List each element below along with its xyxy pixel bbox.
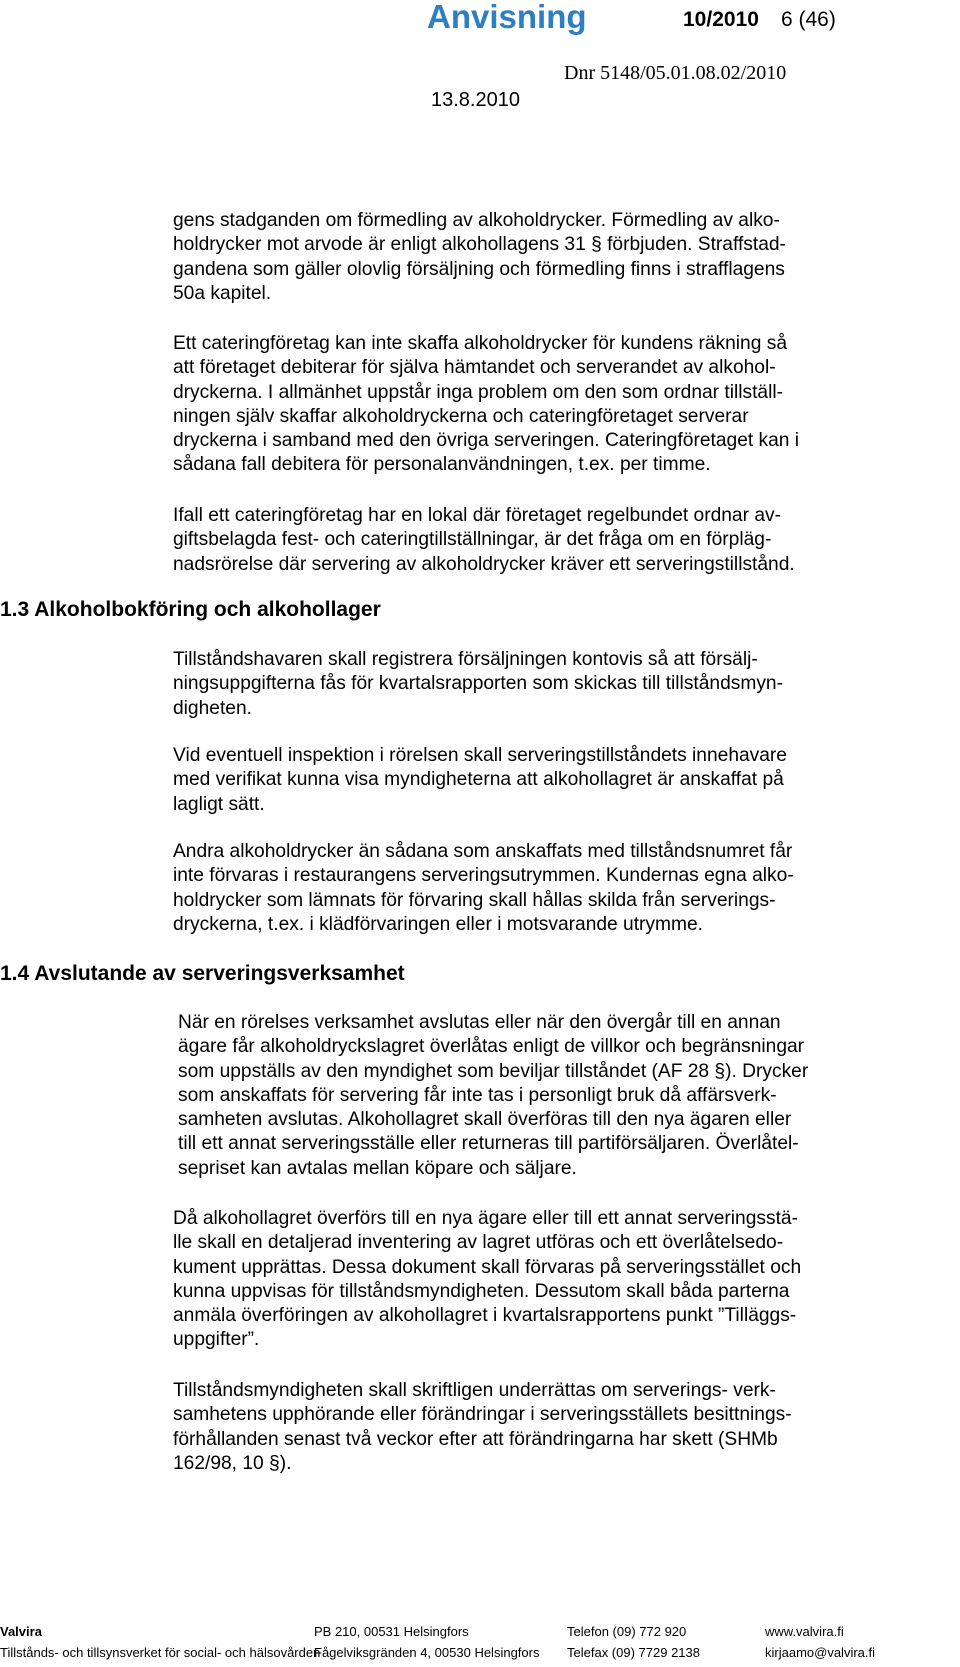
issue-number: 10/2010: [683, 8, 759, 31]
paragraph-line: holdrycker som lämnats för förvaring skall hållas skilda från serverings-: [173, 889, 776, 911]
paragraph-5: [173, 744, 913, 817]
paragraph-line: lle skall en detaljerad inventering av lagret utföras och ett överlåtelsedo-: [173, 1232, 784, 1254]
paragraph-line: som anskaffats för servering får inte tas i personligt bruk då affärsverk-: [178, 1084, 777, 1106]
paragraph-line: Tillståndshavaren skall registrera försäljningen kontovis så att försälj-: [173, 649, 758, 670]
footer-organization: [0, 1621, 320, 1663]
paragraph-line: ningsuppgifterna fås för kvartalsrapporten som skickas till tillståndsmyn-: [173, 673, 783, 695]
paragraph-2: [173, 332, 913, 478]
paragraph-line: dryckerna i samband med den övriga serveringen. Cateringföretaget kan i: [173, 430, 800, 452]
paragraph-line: till ett annat serveringsställe eller returneras till partiförsäljaren. Överlåtel-: [178, 1133, 799, 1155]
footer-postal-address: PB 210, 00531 Helsingfors: [314, 1624, 469, 1639]
paragraph-line: som uppställs av den myndighet som beviljar tillståndet (AF 28 §). Drycker: [178, 1060, 809, 1082]
paragraph-line: uppgifter”.: [173, 1329, 260, 1351]
paragraph-8: [173, 1207, 913, 1353]
paragraph-line: giftsbelagda fest- och cateringtillställningar, är det fråga om en förpläg-: [173, 529, 772, 551]
paragraph-6: [173, 840, 913, 937]
paragraph-line: Vid eventuell inspektion i rörelsen skall serveringstillståndets innehavare: [173, 745, 787, 766]
paragraph-line: anmäla överföringen av alkohollagret i kvartalsrapportens punkt ”Tilläggs-: [173, 1305, 797, 1327]
section-heading-1-4: 1.4 Avslutande av serveringsverksamhet: [0, 962, 405, 985]
document-type-title: Anvisning: [427, 0, 587, 35]
paragraph-line: sådana fall debitera för personalanvändningen, t.ex. per timme.: [173, 454, 711, 476]
record-number: Dnr 5148/05.01.08.02/2010: [564, 62, 787, 84]
paragraph-line: holdrycker mot arvode är enligt alkohollagens 31 § förbjuden. Straffstad-: [173, 234, 786, 256]
paragraph-line: ningen själv skaffar alkoholdryckerna och cateringföretaget serverar: [173, 405, 749, 427]
paragraph-line: 50a kapitel.: [173, 282, 272, 304]
paragraph-9: [173, 1379, 913, 1476]
paragraph-line: ägare får alkoholdryckslagret överlåtas enligt de villkor och begränsningar: [178, 1036, 805, 1058]
paragraph-line: samheten avslutas. Alkohollagret skall överföras till den nya ägaren eller: [178, 1109, 792, 1131]
paragraph-line: 162/98, 10 §).: [173, 1452, 292, 1474]
footer-website[interactable]: www.valvira.fi: [765, 1624, 844, 1639]
paragraph-line: gandena som gäller olovlig försäljning och förmedling finns i strafflagens: [173, 258, 785, 280]
footer-street-address: Fågelviksgränden 4, 00530 Helsingfors: [314, 1645, 540, 1660]
paragraph-line: nadsrörelse där servering av alkoholdrycker kräver ett serveringstillstånd.: [173, 553, 795, 575]
document-date: 13.8.2010: [431, 89, 520, 111]
paragraph-line: samhetens upphörande eller förändringar i serveringsställets besittnings-: [173, 1404, 792, 1426]
paragraph-1: [173, 209, 913, 306]
paragraph-line: När en rörelses verksamhet avslutas eller när den övergår till en annan: [178, 1012, 781, 1033]
section-heading-1-3: 1.3 Alkoholbokföring och alkohollager: [0, 598, 381, 621]
paragraph-line: att företaget debiterar för själva hämtandet och serverandet av alkohol-: [173, 357, 776, 379]
paragraph-3: [173, 504, 913, 577]
paragraph-4: [173, 648, 913, 721]
paragraph-line: dryckerna, t.ex. i klädförvaringen eller i motsvarande utrymme.: [173, 913, 703, 935]
paragraph-line: kument upprättas. Dessa dokument skall förvaras på serveringsstället och: [173, 1256, 802, 1278]
paragraph-line: förhållanden senast två veckor efter att förändringarna har skett (SHMb: [173, 1428, 778, 1450]
footer-org-description: Tillstånds- och tillsynsverket för social- och hälsovården: [0, 1645, 321, 1660]
page-footer: [0, 1621, 960, 1667]
footer-telefax: Telefax (09) 7729 2138: [567, 1645, 700, 1660]
footer-email[interactable]: kirjaamo@valvira.fi: [765, 1645, 875, 1660]
footer-telephone: Telefon (09) 772 920: [567, 1624, 687, 1639]
paragraph-line: kunna uppvisas för tillståndsmyndigheten. Dessutom skall båda parterna: [173, 1280, 790, 1302]
footer-phone: [567, 1621, 700, 1663]
paragraph-line: Ifall ett cateringföretag har en lokal där företaget regelbundet ordnar av-: [173, 505, 781, 526]
paragraph-line: Ett cateringföretag kan inte skaffa alkoholdrycker för kundens räkning så: [173, 333, 787, 354]
footer-org-name: Valvira: [0, 1624, 42, 1639]
paragraph-line: lagligt sätt.: [173, 793, 265, 815]
page-number: 6 (46): [781, 8, 836, 31]
paragraph-line: Tillståndsmyndigheten skall skriftligen underrättas om serverings- verk-: [173, 1380, 776, 1401]
paragraph-line: sepriset kan avtalas mellan köpare och säljare.: [178, 1157, 577, 1179]
footer-address: [314, 1621, 539, 1663]
paragraph-line: Andra alkoholdrycker än sådana som anskaffats med tillståndsnumret får: [173, 841, 793, 862]
paragraph-7: [178, 1011, 918, 1181]
paragraph-line: gens stadganden om förmedling av alkoholdrycker. Förmedling av alko-: [173, 210, 780, 231]
paragraph-line: digheten.: [173, 697, 252, 719]
paragraph-line: inte förvaras i restaurangens serveringsutrymmen. Kundernas egna alko-: [173, 865, 794, 887]
paragraph-line: med verifikat kunna visa myndigheterna att alkohollagret är anskaffat på: [173, 769, 784, 791]
footer-web: [765, 1621, 875, 1663]
paragraph-line: Då alkohollagret överförs till en nya ägare eller till ett annat serveringsstä-: [173, 1208, 798, 1229]
paragraph-line: dryckerna. I allmänhet uppstår inga problem om den som ordnar tillställ-: [173, 381, 784, 403]
